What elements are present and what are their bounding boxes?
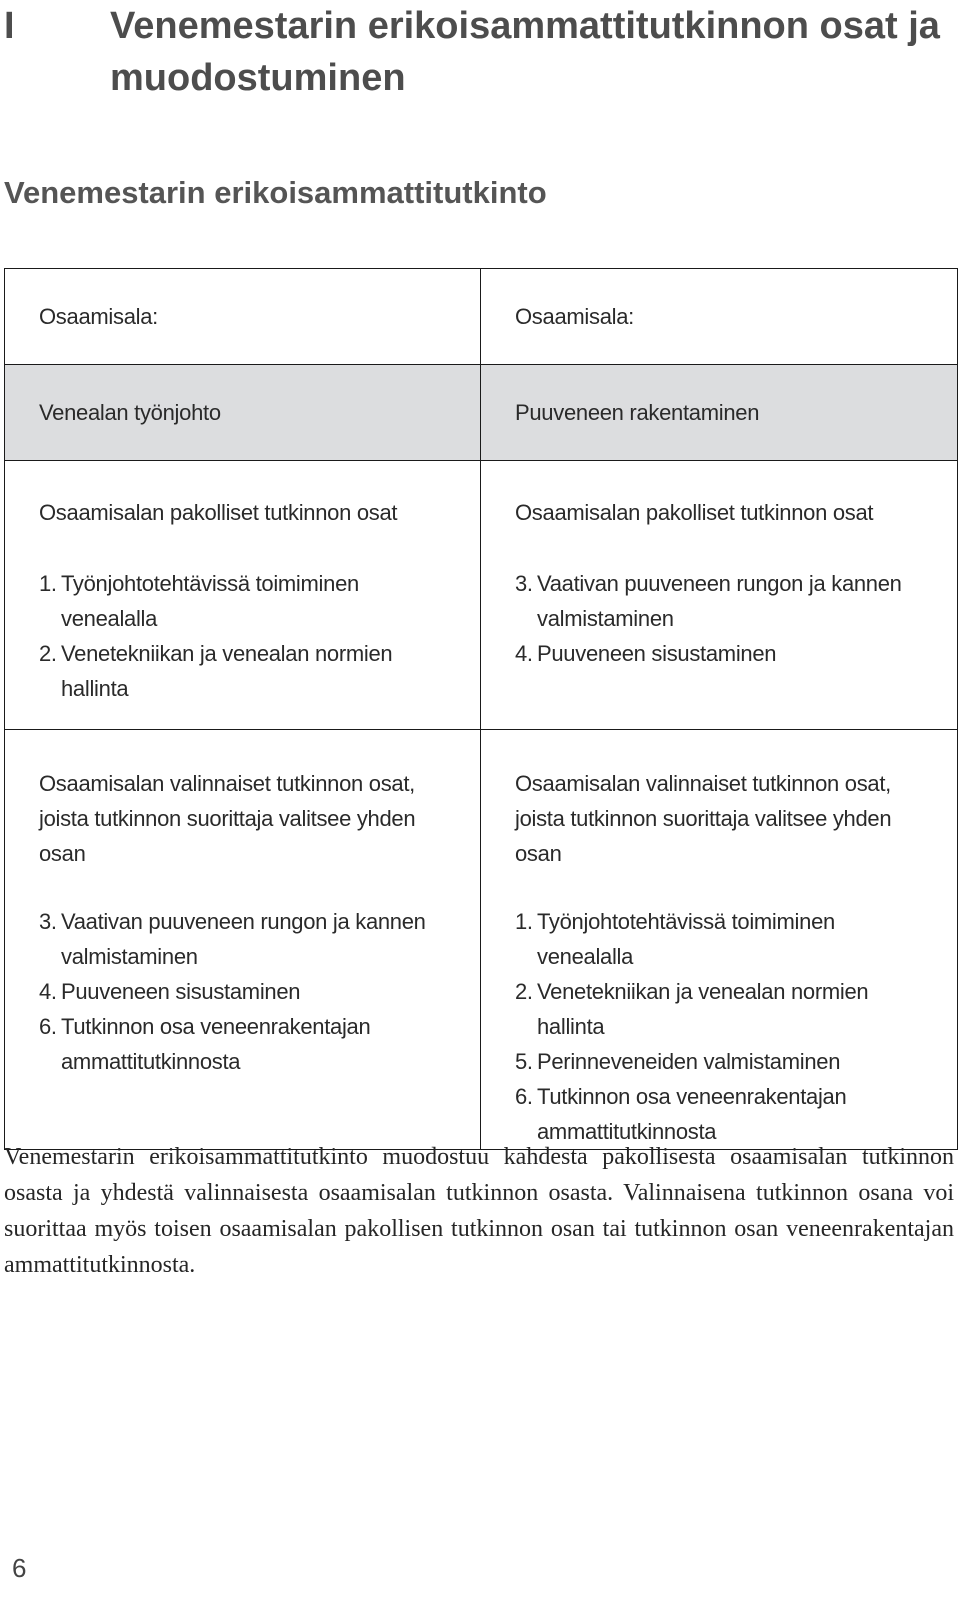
table-cell — [5, 730, 481, 1150]
list-item — [515, 636, 933, 671]
table-cell — [481, 269, 958, 365]
page-number: 6 — [12, 1553, 27, 1583]
field-name: Venealan työnjohto — [39, 399, 221, 425]
table-cell — [5, 269, 481, 365]
item-number: 2. — [39, 641, 57, 666]
table-cell — [5, 461, 481, 730]
optional-heading: Osaamisalan valinnaiset tutkinnon osat, joista tutkinnon suorittaja valitsee yhden osan — [39, 771, 416, 866]
list-item — [39, 566, 456, 636]
item-text: Venetekniikan ja venealan normien hallinta — [61, 641, 393, 701]
item-number: 1. — [39, 571, 57, 596]
item-text: Venetekniikan ja venealan normien hallinta — [537, 979, 869, 1039]
table-row — [5, 365, 958, 461]
item-text: Vaativan puuveneen rungon ja kannen valmistaminen — [61, 909, 426, 969]
item-text: Puuveneen sisustaminen — [61, 979, 301, 1004]
list-item — [515, 974, 933, 1044]
item-text: Puuveneen sisustaminen — [537, 641, 777, 666]
item-text: Perinneveneiden valmistaminen — [537, 1049, 841, 1074]
item-number: 5. — [515, 1049, 533, 1074]
list-item — [39, 636, 456, 706]
item-text: Tutkinnon osa veneenrakentajan ammattitutkinnosta — [537, 1084, 847, 1144]
table-cell — [481, 461, 958, 730]
item-text: Työnjohtotehtävissä toimiminen venealalla — [537, 909, 835, 969]
section-heading: Venemestarin erikoisammattitutkinto — [4, 175, 547, 210]
chapter-title: Venemestarin erikoisammattitutkinnon osat ja muodostuminen — [110, 5, 940, 99]
optional-list — [39, 904, 456, 1079]
item-number: 1. — [515, 909, 533, 934]
item-number: 3. — [39, 909, 57, 934]
item-number: 4. — [39, 979, 57, 1004]
mandatory-heading: Osaamisalan pakolliset tutkinnon osat — [39, 500, 398, 525]
body-paragraph: Venemestarin erikoisammattitutkinto muodostuu kahdesta pakollisesta osaamisalan tutkinnon osasta ja yhdestä valinnaisesta osaamisalan tutkinnon osasta. Valinnaisena tutkinnon osana voi suorittaa myös toisen osaamisalan pakollisen tutkinnon osan tai tutkinnon osan veneenrakentajan ammattitutkinnosta. — [4, 1144, 954, 1278]
table-cell — [481, 365, 958, 461]
qualification-table — [4, 268, 958, 1150]
item-text: Tutkinnon osa veneenrakentajan ammattitutkinnosta — [61, 1014, 371, 1074]
table-row — [5, 461, 958, 730]
field-label: Osaamisala: — [515, 303, 634, 329]
table-row — [5, 730, 958, 1150]
item-number: 6. — [39, 1014, 57, 1039]
mandatory-list — [39, 566, 456, 706]
mandatory-list — [515, 566, 933, 671]
list-item — [39, 974, 456, 1009]
item-number: 4. — [515, 641, 533, 666]
item-text: Vaativan puuveneen rungon ja kannen valmistaminen — [537, 571, 902, 631]
field-name: Puuveneen rakentaminen — [515, 399, 760, 425]
item-number: 2. — [515, 979, 533, 1004]
list-item — [39, 1009, 456, 1079]
list-item — [515, 566, 933, 636]
table-cell — [481, 730, 958, 1150]
mandatory-heading: Osaamisalan pakolliset tutkinnon osat — [515, 500, 874, 525]
list-item — [39, 904, 456, 974]
table-cell — [5, 365, 481, 461]
field-label: Osaamisala: — [39, 303, 158, 329]
list-item — [515, 1044, 933, 1079]
item-number: 3. — [515, 571, 533, 596]
list-item — [515, 904, 933, 974]
optional-heading: Osaamisalan valinnaiset tutkinnon osat, joista tutkinnon suorittaja valitsee yhden osan — [515, 771, 892, 866]
item-number: 6. — [515, 1084, 533, 1109]
optional-list — [515, 904, 933, 1149]
table-row — [5, 269, 958, 365]
item-text: Työnjohtotehtävissä toimiminen venealalla — [61, 571, 359, 631]
chapter-number: I — [4, 5, 15, 47]
